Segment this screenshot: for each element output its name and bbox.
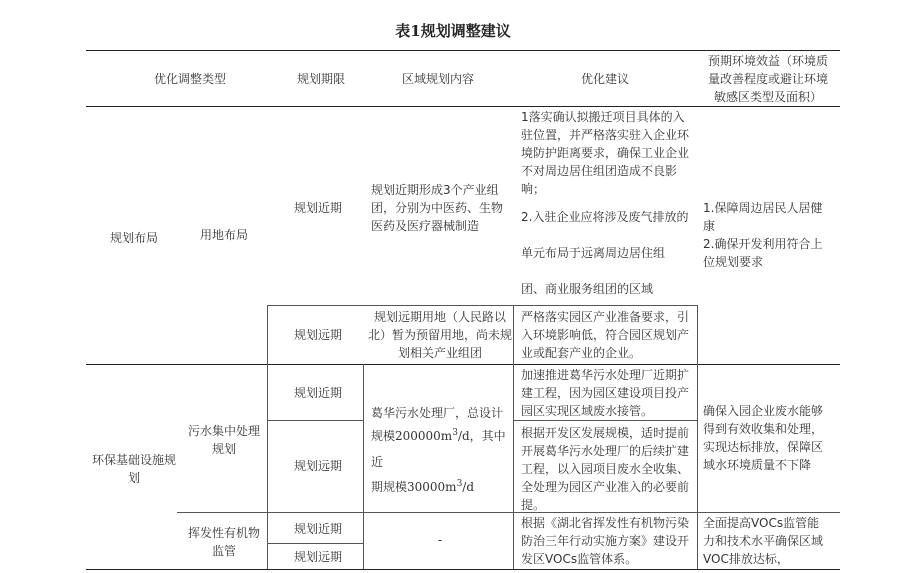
section-divider-rule [86,364,840,365]
header-bottom-rule [86,106,840,107]
layout-far-period: 规划远期 [293,328,342,342]
voc-subcategory: 挥发性有机物监管 [187,526,260,558]
layout-near-suggestion-4: 团、商业服务组团的区域 [521,282,654,296]
voc-far-period: 规划远期 [293,550,342,564]
voc-near-far-divider [267,543,363,544]
voc-content: - [437,533,443,547]
sewage-subcategory: 污水集中处理规划 [187,424,260,456]
sewage-content-sup-2: 3 [456,479,463,489]
layout-near-suggestion-1: 1落实确认拟搬迁项目具体的入驻位置，并严格落实驻入企业环境防护距离要求，确保工业企业不对周边居住组团造成不良影响； [521,110,690,196]
sewage-content-line2b: /d，其中近 [371,429,506,469]
sewage-near-suggestion: 加速推进葛华污水处理厂近期扩建工程，因为园区建设项目投产园区实现区域废水接管。 [521,368,690,418]
sewage-content-line2a: 规模200000m [371,429,453,443]
col-divider-benefit-left-env [697,364,698,569]
sewage-content [371,403,509,499]
header-period: 规划期限 [296,72,345,86]
sewage-benefit: 确保入园企业废水能够得到有效收集和处理，实现达标排放，保障区域水环境质量不下降 [703,404,824,472]
sewage-far-period: 规划远期 [293,459,342,473]
table-top-rule [86,50,840,51]
col-divider-period-left-env [267,364,268,569]
layout-near-suggestion [521,108,693,298]
layout-near-suggestion-2: 2.入驻企业应将涉及废气排放的 [521,210,689,224]
layout-subcategory: 用地布局 [199,228,248,242]
layout-category: 规划布局 [109,231,158,245]
layout-near-benefit [703,199,831,271]
layout-near-period: 规划近期 [293,201,342,215]
sewage-content-line3b: /d [462,480,475,494]
layout-near-benefit-2: 2.确保开发利用符合上位规划要求 [703,237,823,269]
table-bottom-rule [86,569,840,570]
sewage-content-line3 [371,475,509,499]
layout-near-content: 规划近期形成3个产业组团，分别为中医药、生物医药及医疗器械制造 [371,183,504,233]
sewage-content-line3a: 期规模30000m [371,480,457,494]
env-category: 环保基础设施规划 [92,453,177,485]
header-type: 优化调整类型 [153,72,226,86]
sewage-voc-divider [177,512,840,513]
voc-benefit: 全面提高VOCs监管能力和技术水平确保区域VOC排放达标， [703,516,824,566]
col-divider-suggestion-left-env [513,364,514,569]
layout-near-benefit-1: 1.保障周边居民人居健康 [703,201,823,233]
layout-near-suggestion-3: 单元布局于远离周边居住组 [521,246,666,260]
sewage-far-suggestion: 根据开发区发展规模，适时提前开展葛华污水处理厂的后续扩建工程，以入园项目废水全收集、全处理为园区产业准入的必要前提。 [521,426,690,512]
col-divider-suggestion-left-far [513,305,514,364]
header-benefit: 预期环境效益（环境质量改善程度或避让环境敏感区类型及面积） [707,54,828,104]
sewage-near-period: 规划近期 [293,386,342,400]
col-divider-period-left-layout [267,305,268,364]
sewage-content-line1: 葛华污水处理厂，总设计 [371,406,504,420]
col-divider-benefit-left-far [697,305,698,364]
layout-far-suggestion: 严格落实园区产业准备要求，引入环境影响低，符合园区规划产业或配套产业的企业。 [521,310,690,360]
sewage-content-sup-1: 3 [452,428,458,438]
sewage-near-far-divider-period [267,420,363,421]
layout-far-content: 规划远期用地（人民路以北）暂为预留用地，尚未规划相关产业组团 [368,310,513,360]
voc-suggestion: 根据《湖北省挥发性有机物污染防治三年行动实施方案》建设开发区VOCs监管体系。 [521,516,690,566]
sewage-content-line2 [371,423,509,475]
col-divider-content-left-env [363,364,364,569]
header-suggestion: 优化建议 [580,72,629,86]
table-title: 表1规划调整建议 [395,22,511,40]
sewage-near-far-divider-suggestion [513,420,697,421]
voc-near-period: 规划近期 [293,522,342,536]
layout-near-far-divider [267,305,697,306]
header-content: 区域规划内容 [401,72,474,86]
